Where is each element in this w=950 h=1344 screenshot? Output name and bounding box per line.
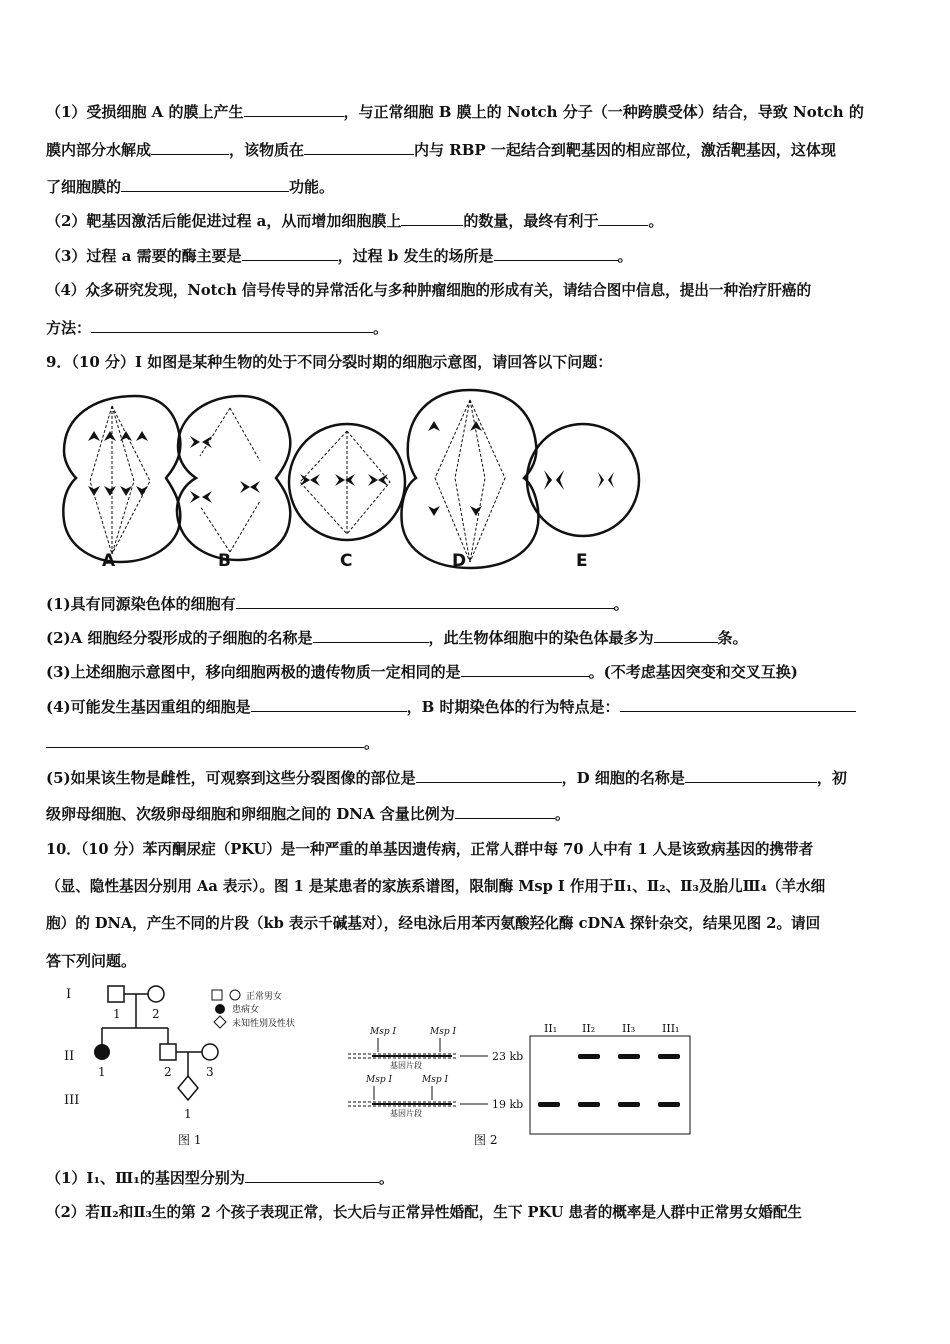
lane-label: II₂ [582,1022,596,1035]
kb-label: 23 kb [492,1050,524,1063]
q9-header-text: 9．（10 分）I 如图是某种生物的处于不同分裂时期的细胞示意图，请回答以下问题： [46,353,613,371]
label-b: B [218,551,231,571]
label-a: A [102,551,116,571]
q9-header [46,352,612,372]
q8-line-1 [46,102,864,122]
cell-division-figure [50,386,650,571]
q8-text: 。 [617,247,633,265]
legend-text: 正常男女 [246,992,283,1002]
q8-text: 的数量，最终有利于 [463,212,599,230]
band-ii1-19kb [538,1102,560,1107]
q8-text: 膜内部分水解成 [46,141,152,159]
q8-line-4 [46,211,663,231]
lane-label: II₃ [622,1022,636,1035]
female-ii3 [202,1044,218,1060]
figure-1-caption: 图 1 [178,1133,202,1147]
lane-label: II₁ [544,1022,558,1035]
lane-label: III₁ [662,1022,680,1035]
answer-blank[interactable] [251,697,407,712]
q8-text: 方法： [46,319,92,337]
label-c: C [340,551,353,571]
msp-label: Msp I [430,1027,457,1037]
band-iii1-23kb [658,1054,680,1059]
answer-blank[interactable] [244,102,344,117]
q9-text: ，此生物体细胞中的染色体最多为 [428,629,654,647]
male-ii2 [160,1044,176,1060]
q8-text: ，过程 b 发生的场所是 [337,247,494,265]
q8-text: 功能。 [289,178,335,196]
label-d: D [452,551,467,571]
q8-text: （3）过程 a 需要的酶主要是 [46,247,242,265]
q10-text: （2）若Ⅱ₂和Ⅱ₃生的第 2 个孩子表现正常，长大后与正常异性婚配，生下 PKU 患者的概率是人群中正常男女婚配生 [46,1204,803,1221]
q9-text: ，D 细胞的名称是 [561,769,685,787]
q9-text: 。(不考虑基因突变和交叉互换) [588,663,798,681]
female-i2 [148,986,164,1002]
band-ii3-23kb [618,1054,640,1059]
q9-s5-cont [46,804,570,824]
answer-blank[interactable] [494,246,618,261]
generation-ii: II [64,1049,75,1064]
num: 1 [98,1065,106,1079]
msp-label: Msp I [366,1075,393,1085]
q9-text: (2)A 细胞经分裂形成的子细胞的名称是 [46,629,313,647]
gel-box [530,1036,690,1134]
answer-blank[interactable] [455,804,555,819]
num: 2 [164,1065,172,1079]
cell-e-outline [527,424,639,536]
q10-text: 10．（10 分）苯丙酮尿症（PKU）是一种严重的单基因遗传病，正常人群中每 70 人中有 1 人是该致病基因的携带者 [46,841,814,858]
q10-text: （显、隐性基因分别用 Aa 表示）。图 1 是某患者的家族系谱图，限制酶 Msp I 作用于Ⅱ₁、Ⅱ₂、Ⅱ₃及胎儿Ⅲ₄（羊水细 [46,878,826,895]
q9-text: (5)如果该生物是雌性，可观察到这些分裂图像的部位是 [46,769,416,787]
band-ii2-19kb [578,1102,600,1107]
male-i1 [108,986,124,1002]
answer-blank[interactable] [242,246,338,261]
answer-blank[interactable] [91,318,373,333]
answer-blank[interactable] [313,628,429,643]
pedigree-figure [60,980,320,1150]
kb-label: 19 kb [492,1098,524,1111]
q9-text: 。 [613,595,629,613]
num: 2 [152,1007,160,1021]
gel-figure [340,1018,700,1150]
band-ii3-19kb [618,1102,640,1107]
q9-text: (4)可能发生基因重组的细胞是 [46,698,251,716]
q8-text: 。 [648,212,664,230]
q8-text: （4）众多研究发现，Notch 信号传导的异常活化与多种肿瘤细胞的形成有关，请结合图中信息，提出一种治疗肝癌的 [46,282,812,299]
unknown-iii1 [178,1076,198,1100]
num: 3 [206,1065,214,1079]
answer-blank[interactable] [461,662,589,677]
q8-text: （1）受损细胞 A 的膜上产生 [46,103,244,121]
q10-s2 [46,1203,802,1223]
num: 1 [184,1107,192,1121]
legend-text: 患病女 [232,1005,260,1015]
legend-text: 未知性别及性状 [232,1019,296,1029]
q9-s4 [46,697,856,717]
q8-text: 内与 RBP 一起结合到靶基因的相应部位，激活靶基因，这体现 [414,141,836,159]
msp-label: Msp I [422,1075,449,1085]
generation-iii: III [64,1093,80,1108]
msp-label: Msp I [370,1027,397,1037]
q9-text: (1)具有同源染色体的细胞有 [46,595,236,613]
q10-l3 [46,914,820,934]
q8-line-5 [46,246,633,266]
answer-blank[interactable] [46,733,364,748]
figure-2-caption: 图 2 [474,1133,498,1147]
num: 1 [113,1007,121,1021]
q9-text: (3)上述细胞示意图中，移向细胞两极的遗传物质一定相同的是 [46,663,461,681]
q8-line-6 [46,281,811,301]
q9-s4-cont [46,733,379,753]
q10-text: 。 [378,1169,394,1187]
q8-text: ，该物质在 [229,141,305,159]
answer-blank[interactable] [245,1168,379,1183]
q8-line-7 [46,318,388,338]
q8-line-2 [46,140,836,160]
answer-blank[interactable] [654,628,718,643]
legend-filled-circle [215,1004,225,1014]
answer-blank[interactable] [304,140,414,155]
q9-s3 [46,662,798,682]
generation-i: I [66,987,72,1002]
label-e: E [576,551,588,571]
q10-l2 [46,877,825,897]
answer-blank[interactable] [121,177,289,192]
band-ii2-23kb [578,1054,600,1059]
q8-text: 。 [373,319,389,337]
cell-b-outline [177,396,290,560]
q9-s2 [46,628,748,648]
q9-text: 条。 [717,629,748,647]
answer-blank[interactable] [401,211,463,226]
segment-label: 基因片段 [390,1061,422,1070]
q9-text: ，初 [816,769,847,787]
answer-blank[interactable] [236,594,614,609]
q9-text: ，B 时期染色体的行为特点是： [406,698,620,716]
q10-l4 [46,951,136,971]
q10-text: （1）I₁、Ⅲ₁的基因型分别为 [46,1169,245,1187]
affected-female-ii1 [94,1044,110,1060]
q10-s1 [46,1168,394,1188]
q8-text: ，与正常细胞 B 膜上的 Notch 分子（一种跨膜受体）结合，导致 Notch 的 [343,103,864,121]
segment-label: 基因片段 [390,1109,422,1118]
q9-s1 [46,594,629,614]
q10-text: 胞）的 DNA，产生不同的片段（kb 表示千碱基对），经电泳后用苯丙氨酸羟化酶 cDNA 探针杂交，结果见图 2。请回 [46,915,821,932]
q9-text: 。 [364,734,380,752]
q10-l1 [46,840,813,860]
legend-diamond [214,1016,226,1028]
legend-circle [230,990,240,1000]
q9-s5 [46,768,847,788]
q8-line-3 [46,177,334,197]
q9-text: 级卵母细胞、次级卵母细胞和卵细胞之间的 DNA 含量比例为 [46,805,455,823]
q10-text: 答下列问题。 [46,952,137,970]
q9-text: 。 [554,805,570,823]
legend-square [212,990,222,1000]
answer-blank[interactable] [620,697,856,712]
answer-blank[interactable] [416,768,562,783]
answer-blank[interactable] [151,140,229,155]
cell-d-outline [402,390,539,568]
band-iii1-19kb [658,1102,680,1107]
cell-a-outline [63,396,180,562]
answer-blank[interactable] [685,768,817,783]
q8-text: （2）靶基因激活后能促进过程 a，从而增加细胞膜上 [46,212,402,230]
q8-text: 了细胞膜的 [46,178,122,196]
answer-blank[interactable] [598,211,648,226]
